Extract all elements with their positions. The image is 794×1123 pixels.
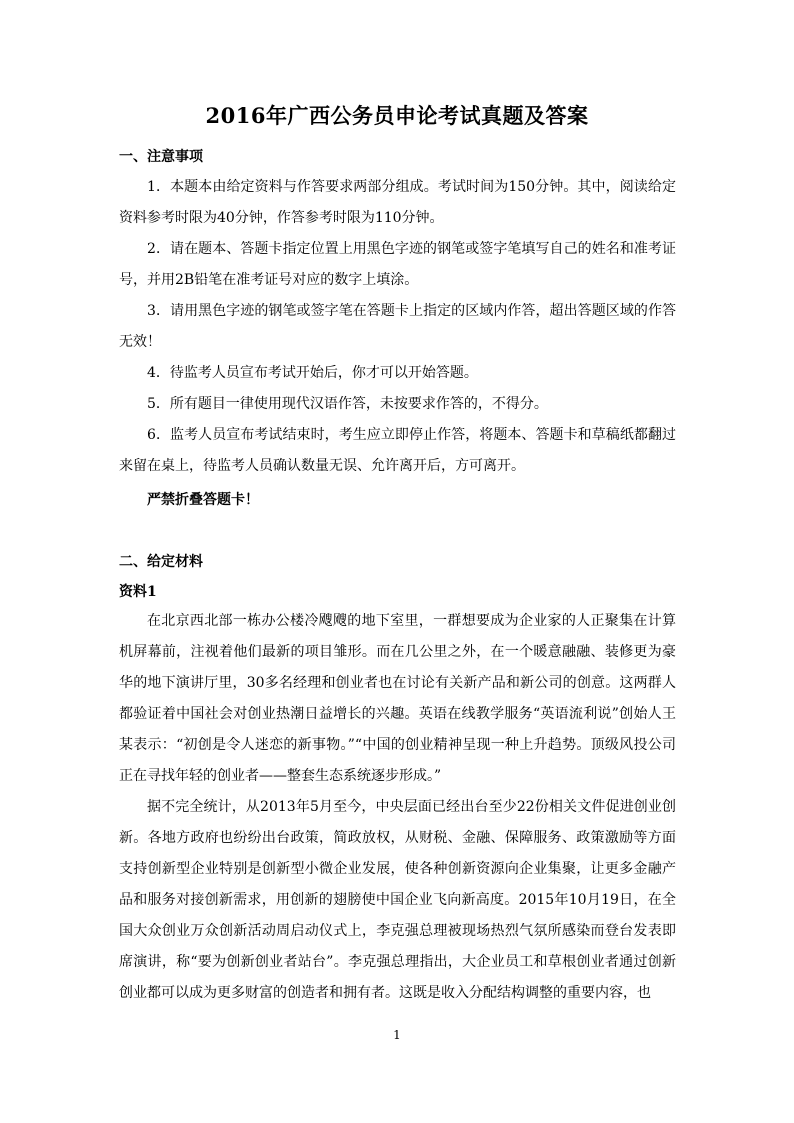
note-paragraph-6: 6．监考人员宣布考试结束时，考生应立即停止作答，将题本、答题卡和草稿纸都翻过来留在桌上，待监考人员确认数量无误、允许离开后，方可离开。 bbox=[119, 427, 676, 474]
note-paragraph-1: 1．本题本由给定资料与作答要求两部分组成。考试时间为150分钟。其中，阅读给定资料参考时限为40分钟，作答参考时限为110分钟。 bbox=[119, 179, 676, 226]
page-number: 1 bbox=[393, 1028, 401, 1042]
material-paragraph-1: 在北京西北部一栋办公楼冷飕飕的地下室里，一群想要成为企业家的人正聚集在计算机屏幕前，注视着他们最新的项目雏形。而在几公里之外，在一个暖意融融、装修更为豪华的地下演讲厅里，30多名经理和创业者也在讨论有关新产品和新公司的创意。这两群人都验证着中国社会对创业热潮日益增长的兴趣。英语在线教学服务“英语流利说”创始人王某表示：“初创是令人迷恋的新事物。”“中国的创业精神呈现一种上升趋势。顶级风投公司正在寻找年轻的创业者——整套生态系统逐步形成。” bbox=[119, 613, 676, 784]
section-heading-notes: 一、注意事项 bbox=[119, 149, 203, 165]
material-heading: 资料1 bbox=[119, 584, 157, 600]
note-paragraph-4: 4．待监考人员宣布考试开始后，你才可以开始答题。 bbox=[147, 365, 478, 381]
warning-text: 严禁折叠答题卡！ bbox=[147, 492, 259, 508]
note-paragraph-5: 5．所有题目一律使用现代汉语作答，未按要求作答的，不得分。 bbox=[147, 396, 548, 412]
material-paragraph-2: 据不完全统计，从2013年5月至今，中央层面已经出台至少22份相关文件促进创业创新。各地方政府也纷纷出台政策，简政放权，从财税、金融、保障服务、政策激励等方面支持创新型企业特别是创新型小微企业发展，使各种创新资源向企业集聚，让更多金融产品和服务对接创新需求，用创新的翅膀使中国企业飞向新高度。2015年10月19日，在全国大众创业万众创新活动周启动仪式上，李克强总理被现场热烈气氛所感染而登台发表即席演讲，称“要为创新创业者站台”。李克强总理指出，大企业员工和草根创业者通过创新创业都可以成为更多财富的创造者和拥有者。这既是收入分配结构调整的重要内容，也 bbox=[119, 799, 676, 1001]
document-title: 2016年广西公务员申论考试真题及答案 bbox=[205, 103, 589, 128]
section-heading-materials: 二、给定材料 bbox=[119, 554, 203, 570]
note-paragraph-2: 2．请在题本、答题卡指定位置上用黑色字迹的钢笔或签字笔填写自己的姓名和准考证号，并用2B铅笔在准考证号对应的数字上填涂。 bbox=[119, 241, 676, 288]
note-paragraph-3: 3．请用黑色字迹的钢笔或签字笔在答题卡上指定的区域内作答，超出答题区域的作答无效！ bbox=[119, 303, 676, 350]
